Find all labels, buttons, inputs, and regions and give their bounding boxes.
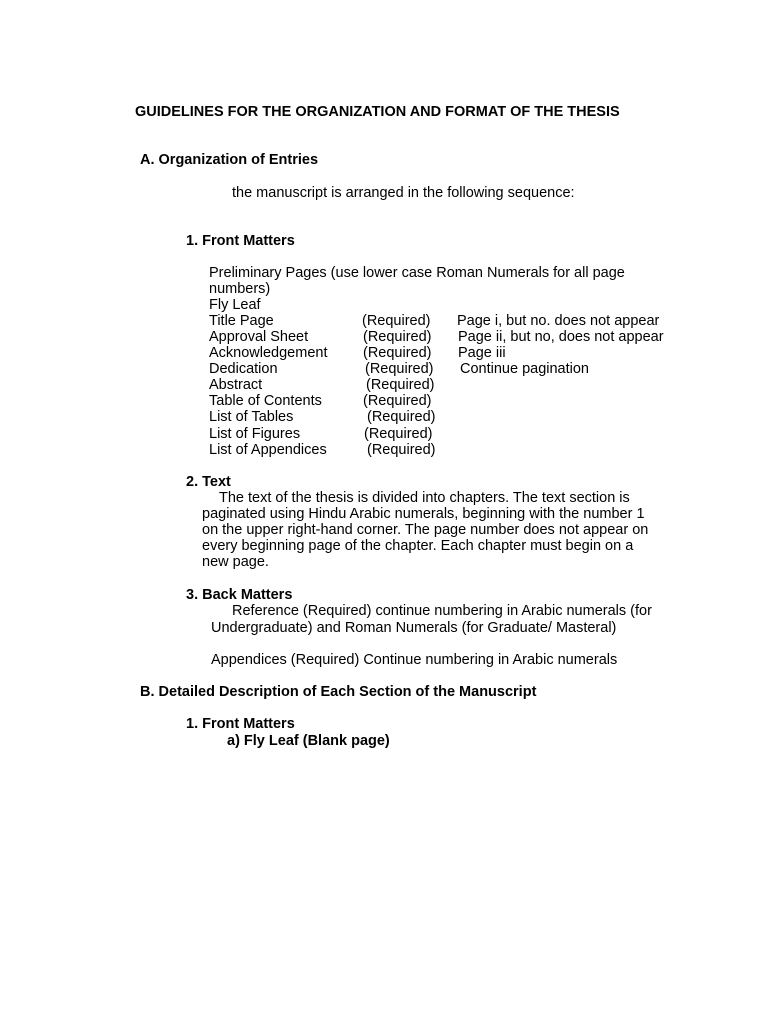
row-status: (Required) bbox=[362, 313, 431, 329]
section-a-intro: the manuscript is arranged in the following sequence: bbox=[232, 185, 575, 201]
row-name: List of Figures bbox=[209, 426, 301, 442]
row-status: (Required) bbox=[363, 393, 432, 409]
section-a-heading: A. Organization of Entries bbox=[140, 152, 319, 168]
text-line: on the upper right-hand corner. The page number does not appear on bbox=[202, 522, 649, 538]
row-name: Title Page bbox=[209, 313, 274, 329]
row-name: List of Appendices bbox=[209, 442, 327, 458]
row-name: List of Tables bbox=[209, 409, 294, 425]
back-matters-heading: 3. Back Matters bbox=[186, 587, 293, 603]
section-b-front-matters: 1. Front Matters bbox=[186, 716, 295, 732]
row-status: (Required) bbox=[367, 442, 436, 458]
row-note: Page iii bbox=[458, 345, 506, 361]
row-name: Abstract bbox=[209, 377, 263, 393]
row-note: Page ii, but no, does not appear bbox=[458, 329, 664, 345]
text-line: new page. bbox=[202, 554, 269, 570]
row-status: (Required) bbox=[366, 377, 435, 393]
row-status: (Required) bbox=[367, 409, 436, 425]
document-title: GUIDELINES FOR THE ORGANIZATION AND FORMAT OF THE THESIS bbox=[135, 104, 620, 120]
row-note: Continue pagination bbox=[460, 361, 589, 377]
reference-line2: Undergraduate) and Roman Numerals (for Graduate/ Masteral) bbox=[211, 620, 617, 636]
text-line: paginated using Hindu Arabic numerals, beginning with the number 1 bbox=[202, 506, 645, 522]
text-line: every beginning page of the chapter. Each chapter must begin on a bbox=[202, 538, 634, 554]
front-matters-heading: 1. Front Matters bbox=[186, 233, 295, 249]
row-note: Page i, but no. does not appear bbox=[457, 313, 660, 329]
fly-leaf-line: Fly Leaf bbox=[209, 297, 261, 313]
reference-line1: Reference (Required) continue numbering in Arabic numerals (for bbox=[232, 603, 652, 619]
row-status: (Required) bbox=[363, 329, 432, 345]
preliminary-pages-line2: numbers) bbox=[209, 281, 271, 297]
row-name: Table of Contents bbox=[209, 393, 322, 409]
row-name: Approval Sheet bbox=[209, 329, 309, 345]
row-status: (Required) bbox=[365, 361, 434, 377]
preliminary-pages-line1: Preliminary Pages (use lower case Roman Numerals for all page bbox=[209, 265, 625, 281]
appendices-line: Appendices (Required) Continue numbering in Arabic numerals bbox=[211, 652, 618, 668]
row-name: Acknowledgement bbox=[209, 345, 328, 361]
row-status: (Required) bbox=[364, 426, 433, 442]
section-b-fly-leaf: a) Fly Leaf (Blank page) bbox=[227, 733, 390, 749]
row-status: (Required) bbox=[363, 345, 432, 361]
text-line: The text of the thesis is divided into chapters. The text section is bbox=[219, 490, 630, 506]
row-name: Dedication bbox=[209, 361, 278, 377]
text-heading: 2. Text bbox=[186, 474, 231, 490]
section-b-heading: B. Detailed Description of Each Section of the Manuscript bbox=[140, 684, 537, 700]
